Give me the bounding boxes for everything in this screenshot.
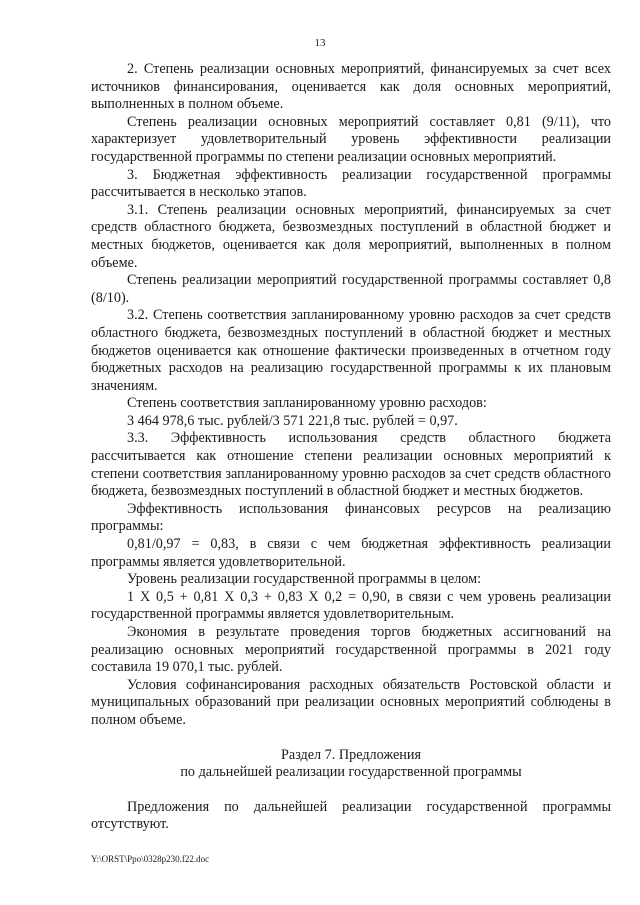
page-number: 13 bbox=[314, 37, 326, 49]
section-heading bbox=[91, 747, 611, 782]
paragraph: 2. Степень реализации основных мероприятий, финансируемых за счет всех источников финансирования, оценивается как доля основных мероприятий, выполненных в полном объеме. bbox=[91, 61, 611, 113]
paragraph: Степень соответствия запланированному уровню расходов: bbox=[127, 395, 487, 412]
paragraph: Степень реализации мероприятий государственной программы составляет 0,8 (8/10). bbox=[91, 272, 611, 306]
paragraph: 3.1. Степень реализации основных мероприятий, финансируемых за счет средств областного бюджета, безвозмездных поступлений в областной бюджет и местных бюджетов, оценивается как доля мероприятий, выполненных в полном объеме. bbox=[91, 201, 611, 271]
paragraph: Условия софинансирования расходных обязательств Ростовской области и муниципальных образований при реализации основных мероприятий соблюдены в полном объеме. bbox=[91, 676, 611, 728]
paragraph: Степень реализации основных мероприятий составляет 0,81 (9/11), что характеризует удовлетворительный уровень эффективности реализации государственной программы по степени реализации основных мероприятий. bbox=[91, 113, 611, 165]
paragraph: 0,81/0,97 = 0,83, в связи с чем бюджетная эффективность реализации программы является удовлетворительной. bbox=[91, 536, 611, 570]
section-paragraph: Предложения по дальнейшей реализации государственной программы отсутствуют. bbox=[91, 798, 611, 833]
section-heading-line1: Раздел 7. Предложения bbox=[281, 746, 421, 763]
paragraph: Экономия в результате проведения торгов бюджетных ассигнований на реализацию основных мероприятий государственной программы в 2021 году составила 19 070,1 тыс. рублей. bbox=[91, 624, 611, 676]
formula-line: 3 464 978,6 тыс. рублей/3 571 221,8 тыс. рублей = 0,97. bbox=[127, 412, 458, 429]
section-heading-line2: по дальнейшей реализации государственной программы bbox=[180, 764, 522, 781]
paragraph: 3. Бюджетная эффективность реализации государственной программы рассчитывается в несколько этапов. bbox=[91, 166, 611, 201]
paragraph: Эффективность использования финансовых ресурсов на реализацию программы: bbox=[91, 500, 611, 535]
paragraph: 3.2. Степень соответствия запланированному уровню расходов за счет средств областного бюджета, безвозмездных поступлений в областной бюджет и местных бюджетов оценивается как отношение фактически произведенных в отчетном году бюджетных расходов на реализацию государственной программы к их плановым значениям. bbox=[91, 307, 611, 394]
footer-file-path: Y:\ORST\Ppo\0328p230.f22.doc bbox=[91, 854, 210, 864]
paragraph: 1 Х 0,5 + 0,81 Х 0,3 + 0,83 Х 0,2 = 0,90, в связи с чем уровень реализации государственной программы является удовлетворительным. bbox=[91, 588, 611, 623]
document-body bbox=[91, 61, 611, 834]
paragraph: 3.3. Эффективность использования средств областного бюджета рассчитывается как отношение степени реализации основных мероприятий к степени соответствия запланированному уровню расходов за счет средств областного бюджета, безвозмездных поступлений в областной бюджет и местных бюджетов. bbox=[91, 430, 611, 500]
paragraph: Уровень реализации государственной программы в целом: bbox=[127, 571, 482, 588]
